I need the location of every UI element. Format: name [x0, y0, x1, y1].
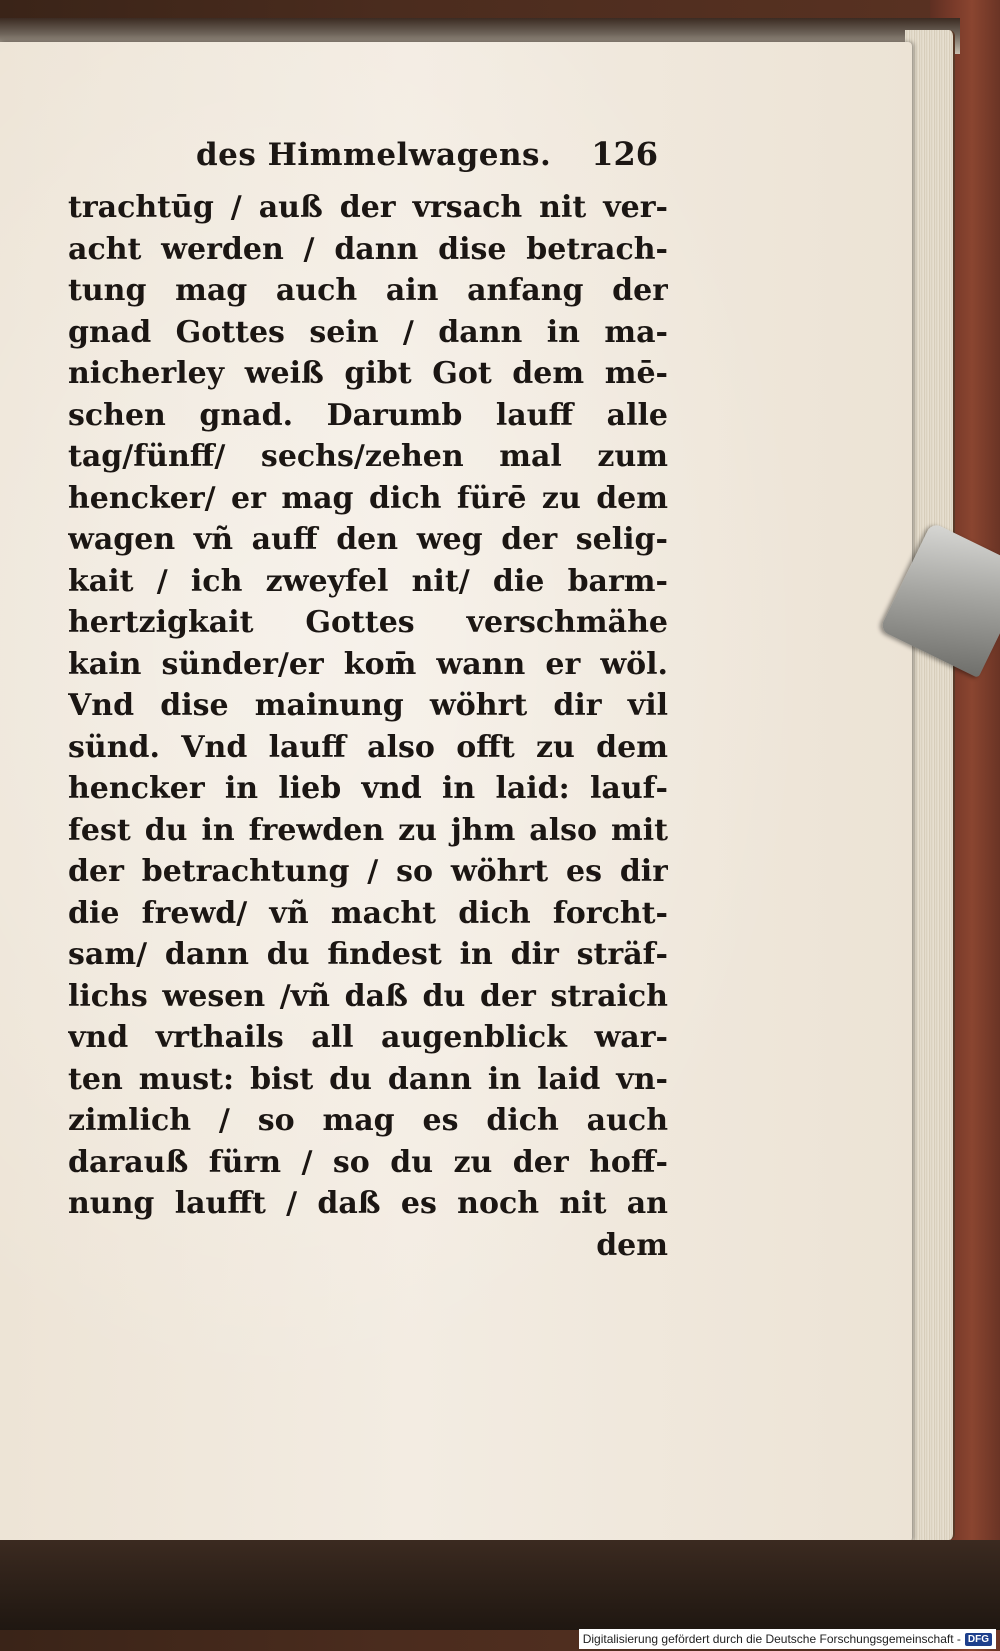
- text-line: kain sünder/er kom̄ wann er wöl.: [68, 646, 668, 682]
- text-line: nicherley weiß gibt Got dem mē‑: [68, 356, 668, 391]
- running-title: des Himmelwagens.: [196, 137, 552, 173]
- text-line: darauß fürn / so du zu der hoff‑: [68, 1144, 668, 1180]
- text-line: hertzigkait Gottes verschmähe: [68, 605, 668, 640]
- text-line: tung mag auch ain anfang der: [68, 273, 668, 308]
- page-number: 126: [591, 135, 658, 173]
- digitization-credit: [579, 1629, 996, 1649]
- text-line: trachtūg / auß der vrsach nit ver‑: [68, 190, 668, 225]
- text-line: sam/ dann du findest in dir sträf‑: [68, 937, 668, 972]
- text-line: vnd vrthails all augenblick war‑: [68, 1020, 668, 1055]
- page-text-block: [68, 135, 668, 1266]
- text-line: zimlich / so mag es dich auch: [68, 1103, 668, 1138]
- dfg-logo-icon: DFG: [965, 1633, 992, 1646]
- text-line: hencker in lieb vnd in laid: lauf‑: [68, 771, 668, 806]
- text-line: schen gnad. Darumb lauff alle: [68, 397, 668, 433]
- text-line: der betrachtung / so wöhrt es dir: [68, 854, 668, 889]
- text-line: fest du in frewden zu jhm also mit: [68, 812, 668, 848]
- text-line: nung laufft / daß es noch nit an: [68, 1186, 668, 1221]
- text-line: ten must: bist du dann in laid vn‑: [68, 1061, 668, 1097]
- text-line: kait / ich zweyfel nit/ die barm‑: [68, 563, 668, 599]
- text-lines: [68, 187, 668, 1266]
- bottom-shadow-band: [0, 1540, 1000, 1630]
- catchword: dem: [596, 1227, 668, 1263]
- text-line: gnad Gottes sein / dann in ma‑: [68, 314, 668, 350]
- text-line: acht werden / dann dise betrach‑: [68, 231, 668, 267]
- running-head: [68, 135, 668, 187]
- text-line: hencker/ er mag dich fürē zu dem: [68, 480, 668, 516]
- text-line: sünd. Vnd lauff also offt zu dem: [68, 729, 668, 765]
- text-line: die frewd/ vñ macht dich forcht‑: [68, 895, 668, 931]
- text-line: lichs wesen /vñ daß du der straich: [68, 978, 668, 1014]
- text-line: tag/fünff/ sechs/zehen mal zum: [68, 439, 668, 474]
- text-line: Vnd dise mainung wöhrt dir vil: [68, 688, 668, 723]
- credit-text: Digitalisierung gefördert durch die Deutsche Forschungsgemeinschaft -: [582, 1632, 961, 1646]
- text-line: wagen vñ auff den weg der selig‑: [68, 522, 668, 557]
- page-stack-edge: [905, 30, 955, 1540]
